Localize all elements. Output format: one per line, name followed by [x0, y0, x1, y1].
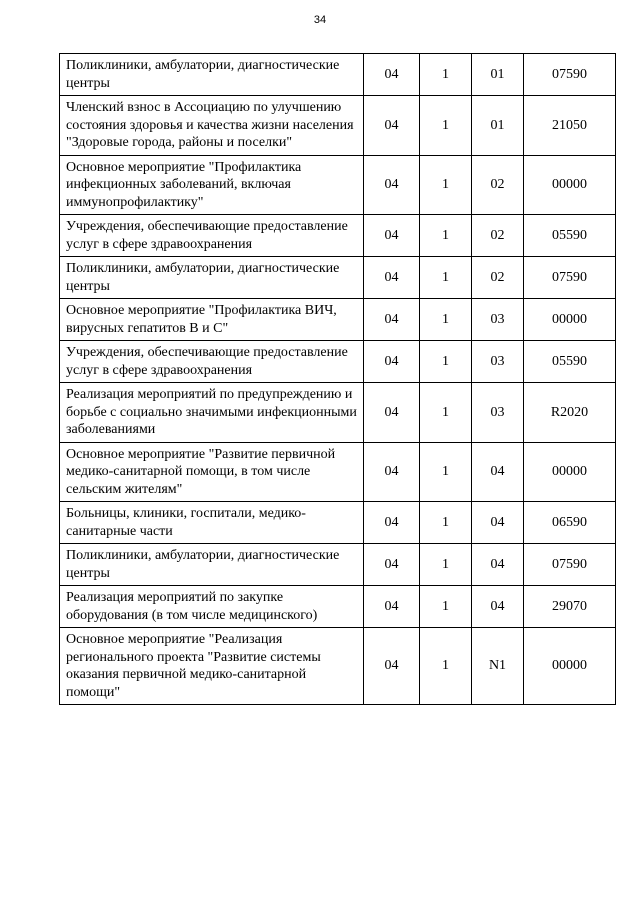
table-row — [60, 502, 616, 544]
program-code-cell: 02 — [472, 215, 524, 257]
table-row — [60, 383, 616, 443]
section-code-cell: 04 — [364, 586, 420, 628]
budget-table — [59, 53, 616, 705]
section-code-cell: 04 — [364, 299, 420, 341]
subsection-code-cell: 1 — [420, 299, 472, 341]
table-row — [60, 155, 616, 215]
table-row — [60, 257, 616, 299]
subsection-code-cell: 1 — [420, 383, 472, 443]
expense-code-cell: 21050 — [524, 96, 616, 156]
section-code-cell: 04 — [364, 502, 420, 544]
section-code-cell: 04 — [364, 215, 420, 257]
section-code-cell: 04 — [364, 383, 420, 443]
subsection-code-cell: 1 — [420, 215, 472, 257]
subsection-code-cell: 1 — [420, 257, 472, 299]
row-name-cell: Реализация мероприятий по закупке оборудования (в том числе медицинского) — [60, 586, 364, 628]
subsection-code-cell: 1 — [420, 341, 472, 383]
row-name-cell: Основное мероприятие "Реализация регионального проекта "Развитие системы оказания первичной медико-санитарной помощи" — [60, 628, 364, 705]
section-code-cell: 04 — [364, 54, 420, 96]
table-row — [60, 341, 616, 383]
row-name-cell: Поликлиники, амбулатории, диагностические центры — [60, 544, 364, 586]
section-code-cell: 04 — [364, 628, 420, 705]
expense-code-cell: 29070 — [524, 586, 616, 628]
row-name-cell: Учреждения, обеспечивающие предоставление услуг в сфере здравоохранения — [60, 215, 364, 257]
row-name-cell: Основное мероприятие "Профилактика инфекционных заболеваний, включая иммунопрофилактику" — [60, 155, 364, 215]
row-name-cell: Учреждения, обеспечивающие предоставление услуг в сфере здравоохранения — [60, 341, 364, 383]
expense-code-cell: 05590 — [524, 215, 616, 257]
expense-code-cell: 05590 — [524, 341, 616, 383]
program-code-cell: 03 — [472, 299, 524, 341]
subsection-code-cell: 1 — [420, 586, 472, 628]
subsection-code-cell: 1 — [420, 54, 472, 96]
section-code-cell: 04 — [364, 341, 420, 383]
row-name-cell: Поликлиники, амбулатории, диагностические центры — [60, 54, 364, 96]
program-code-cell: 02 — [472, 257, 524, 299]
program-code-cell: 04 — [472, 544, 524, 586]
row-name-cell: Поликлиники, амбулатории, диагностические центры — [60, 257, 364, 299]
section-code-cell: 04 — [364, 257, 420, 299]
expense-code-cell: 00000 — [524, 628, 616, 705]
expense-code-cell: 07590 — [524, 257, 616, 299]
table-row — [60, 215, 616, 257]
subsection-code-cell: 1 — [420, 628, 472, 705]
expense-code-cell: 06590 — [524, 502, 616, 544]
expense-code-cell: 00000 — [524, 442, 616, 502]
program-code-cell: 04 — [472, 502, 524, 544]
table-row — [60, 586, 616, 628]
subsection-code-cell: 1 — [420, 96, 472, 156]
expense-code-cell: 00000 — [524, 299, 616, 341]
table-row — [60, 628, 616, 705]
table-row — [60, 442, 616, 502]
expense-code-cell: 07590 — [524, 54, 616, 96]
table-row — [60, 54, 616, 96]
program-code-cell: 03 — [472, 383, 524, 443]
subsection-code-cell: 1 — [420, 442, 472, 502]
row-name-cell: Реализация мероприятий по предупреждению и борьбе с социально значимыми инфекционными заболеваниями — [60, 383, 364, 443]
program-code-cell: 03 — [472, 341, 524, 383]
table-row — [60, 96, 616, 156]
program-code-cell: 01 — [472, 54, 524, 96]
subsection-code-cell: 1 — [420, 544, 472, 586]
section-code-cell: 04 — [364, 544, 420, 586]
table-body — [60, 54, 616, 705]
program-code-cell: 02 — [472, 155, 524, 215]
expense-code-cell: 00000 — [524, 155, 616, 215]
program-code-cell: N1 — [472, 628, 524, 705]
row-name-cell: Основное мероприятие "Развитие первичной медико-санитарной помощи, в том числе сельским жителям" — [60, 442, 364, 502]
table-row — [60, 299, 616, 341]
section-code-cell: 04 — [364, 442, 420, 502]
program-code-cell: 04 — [472, 586, 524, 628]
row-name-cell: Членский взнос в Ассоциацию по улучшению состояния здоровья и качества жизни населения "Здоровые города, районы и поселки" — [60, 96, 364, 156]
subsection-code-cell: 1 — [420, 155, 472, 215]
section-code-cell: 04 — [364, 155, 420, 215]
row-name-cell: Больницы, клиники, госпитали, медико-санитарные части — [60, 502, 364, 544]
row-name-cell: Основное мероприятие "Профилактика ВИЧ, вирусных гепатитов B и C" — [60, 299, 364, 341]
program-code-cell: 04 — [472, 442, 524, 502]
page-number: 34 — [313, 14, 327, 26]
section-code-cell: 04 — [364, 96, 420, 156]
expense-code-cell: R2020 — [524, 383, 616, 443]
table-row — [60, 544, 616, 586]
subsection-code-cell: 1 — [420, 502, 472, 544]
program-code-cell: 01 — [472, 96, 524, 156]
expense-code-cell: 07590 — [524, 544, 616, 586]
